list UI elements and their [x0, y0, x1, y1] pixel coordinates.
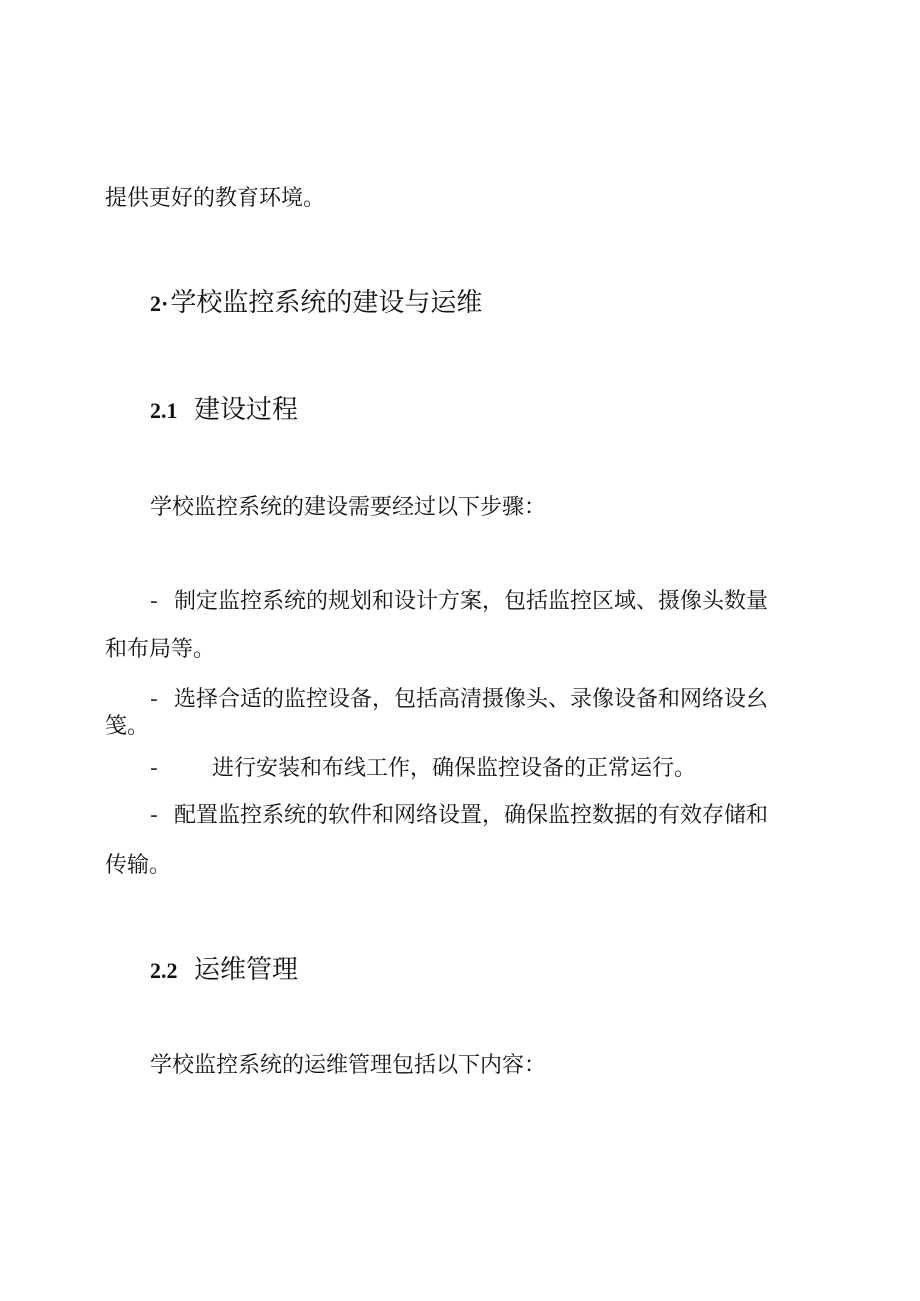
- section-2-1-title: 建设过程: [194, 395, 299, 425]
- section-2-number: 2·: [150, 291, 169, 316]
- list-dash: -: [150, 756, 158, 781]
- section-2-heading: [150, 290, 482, 316]
- list-item: [150, 591, 768, 613]
- list-item-continuation: 笺。: [105, 714, 150, 739]
- section-2-title: 学校监控系统的建设与运维: [170, 288, 483, 318]
- list-item-text: 进行安装和布线工作，确保监控设备的正常运行。: [212, 756, 697, 781]
- list-item-text: 选择合适的监控设备，包括高清摄像头、录像设备和网络设幺: [174, 687, 769, 712]
- section-2-2-intro: 学校监控系统的运维管理包括以下内容：: [150, 1053, 547, 1078]
- section-2-1-number: 2.1: [150, 398, 178, 423]
- list-item-text: 制定监控系统的规划和设计方案，包括监控区域、摄像头数量: [174, 589, 769, 614]
- list-item-continuation: 传输。: [105, 853, 172, 878]
- list-item-continuation: 和布局等。: [105, 637, 216, 662]
- section-2-1-intro: 学校监控系统的建设需要经过以下步骤：: [150, 495, 547, 520]
- list-item: [150, 805, 768, 827]
- list-dash: -: [150, 687, 158, 712]
- list-dash: -: [150, 589, 158, 614]
- list-dash: -: [150, 803, 158, 828]
- continuation-text: 提供更好的教育环境。: [105, 186, 326, 211]
- section-2-2-title: 运维管理: [194, 955, 299, 985]
- section-2-2-number: 2.2: [150, 958, 178, 983]
- list-item: [150, 689, 768, 711]
- section-2-1-heading: [150, 397, 298, 423]
- list-item: [150, 758, 696, 780]
- list-item-text: 配置监控系统的软件和网络设置，确保监控数据的有效存储和: [174, 803, 769, 828]
- section-2-2-heading: [150, 957, 298, 983]
